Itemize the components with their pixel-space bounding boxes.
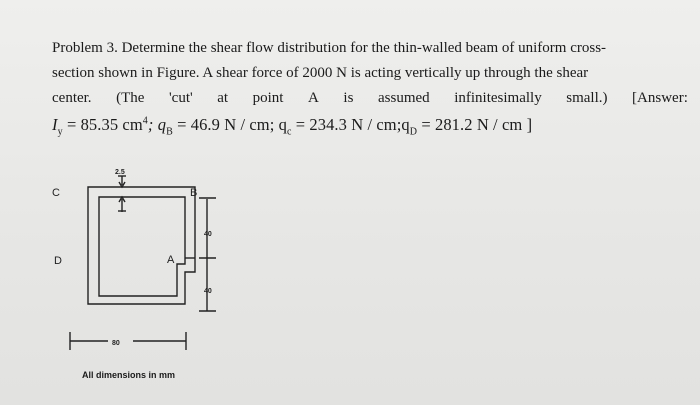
- word: (The: [116, 90, 145, 106]
- word: 'cut': [168, 90, 193, 106]
- word: small.): [566, 90, 608, 106]
- upper-height-dim-label: 40: [204, 231, 212, 238]
- qb-prefix: ; q: [147, 115, 167, 134]
- point-c-label: C: [52, 187, 60, 199]
- qd-subscript: D: [409, 126, 418, 138]
- point-b-label: B: [190, 187, 198, 199]
- figure-caption: All dimensions in mm: [82, 370, 176, 380]
- word: A: [308, 90, 319, 106]
- thickness-dim-label: 2.5: [115, 169, 125, 176]
- section-inner-outline: [99, 197, 185, 296]
- word: [Answer:: [632, 90, 688, 106]
- iy-value: = 85.35 cm: [62, 115, 143, 134]
- iy-exponent: 4: [142, 115, 148, 127]
- qd-value: = 281.2 N / cm: [417, 115, 527, 134]
- word: assumed: [377, 90, 430, 106]
- point-a-label: A: [167, 254, 175, 266]
- word: is: [343, 90, 354, 106]
- width-dim-label: 80: [112, 340, 120, 347]
- lower-height-dim-label: 40: [204, 288, 212, 295]
- iy-symbol: I: [52, 115, 58, 134]
- problem-line-2: section shown in Figure. A shear force of 2000 N is acting vertically up through the shear: [52, 65, 589, 81]
- qc-value: = 234.3 N / cm;q: [291, 115, 410, 134]
- qc-subscript: c: [286, 126, 292, 138]
- answer-close-bracket: ]: [526, 115, 533, 134]
- qb-subscript: B: [166, 126, 173, 138]
- word: at: [217, 90, 229, 106]
- word: center.: [52, 90, 92, 106]
- word: point: [252, 90, 284, 106]
- point-d-label: D: [54, 255, 62, 267]
- iy-subscript: y: [57, 126, 63, 138]
- qb-value: = 46.9 N / cm; q: [172, 115, 287, 134]
- problem-line-1: Problem 3. Determine the shear flow distribution for the thin-walled beam of uniform cross-: [52, 40, 607, 56]
- section-outer-outline: [88, 187, 198, 304]
- word: infinitesimally: [454, 90, 542, 106]
